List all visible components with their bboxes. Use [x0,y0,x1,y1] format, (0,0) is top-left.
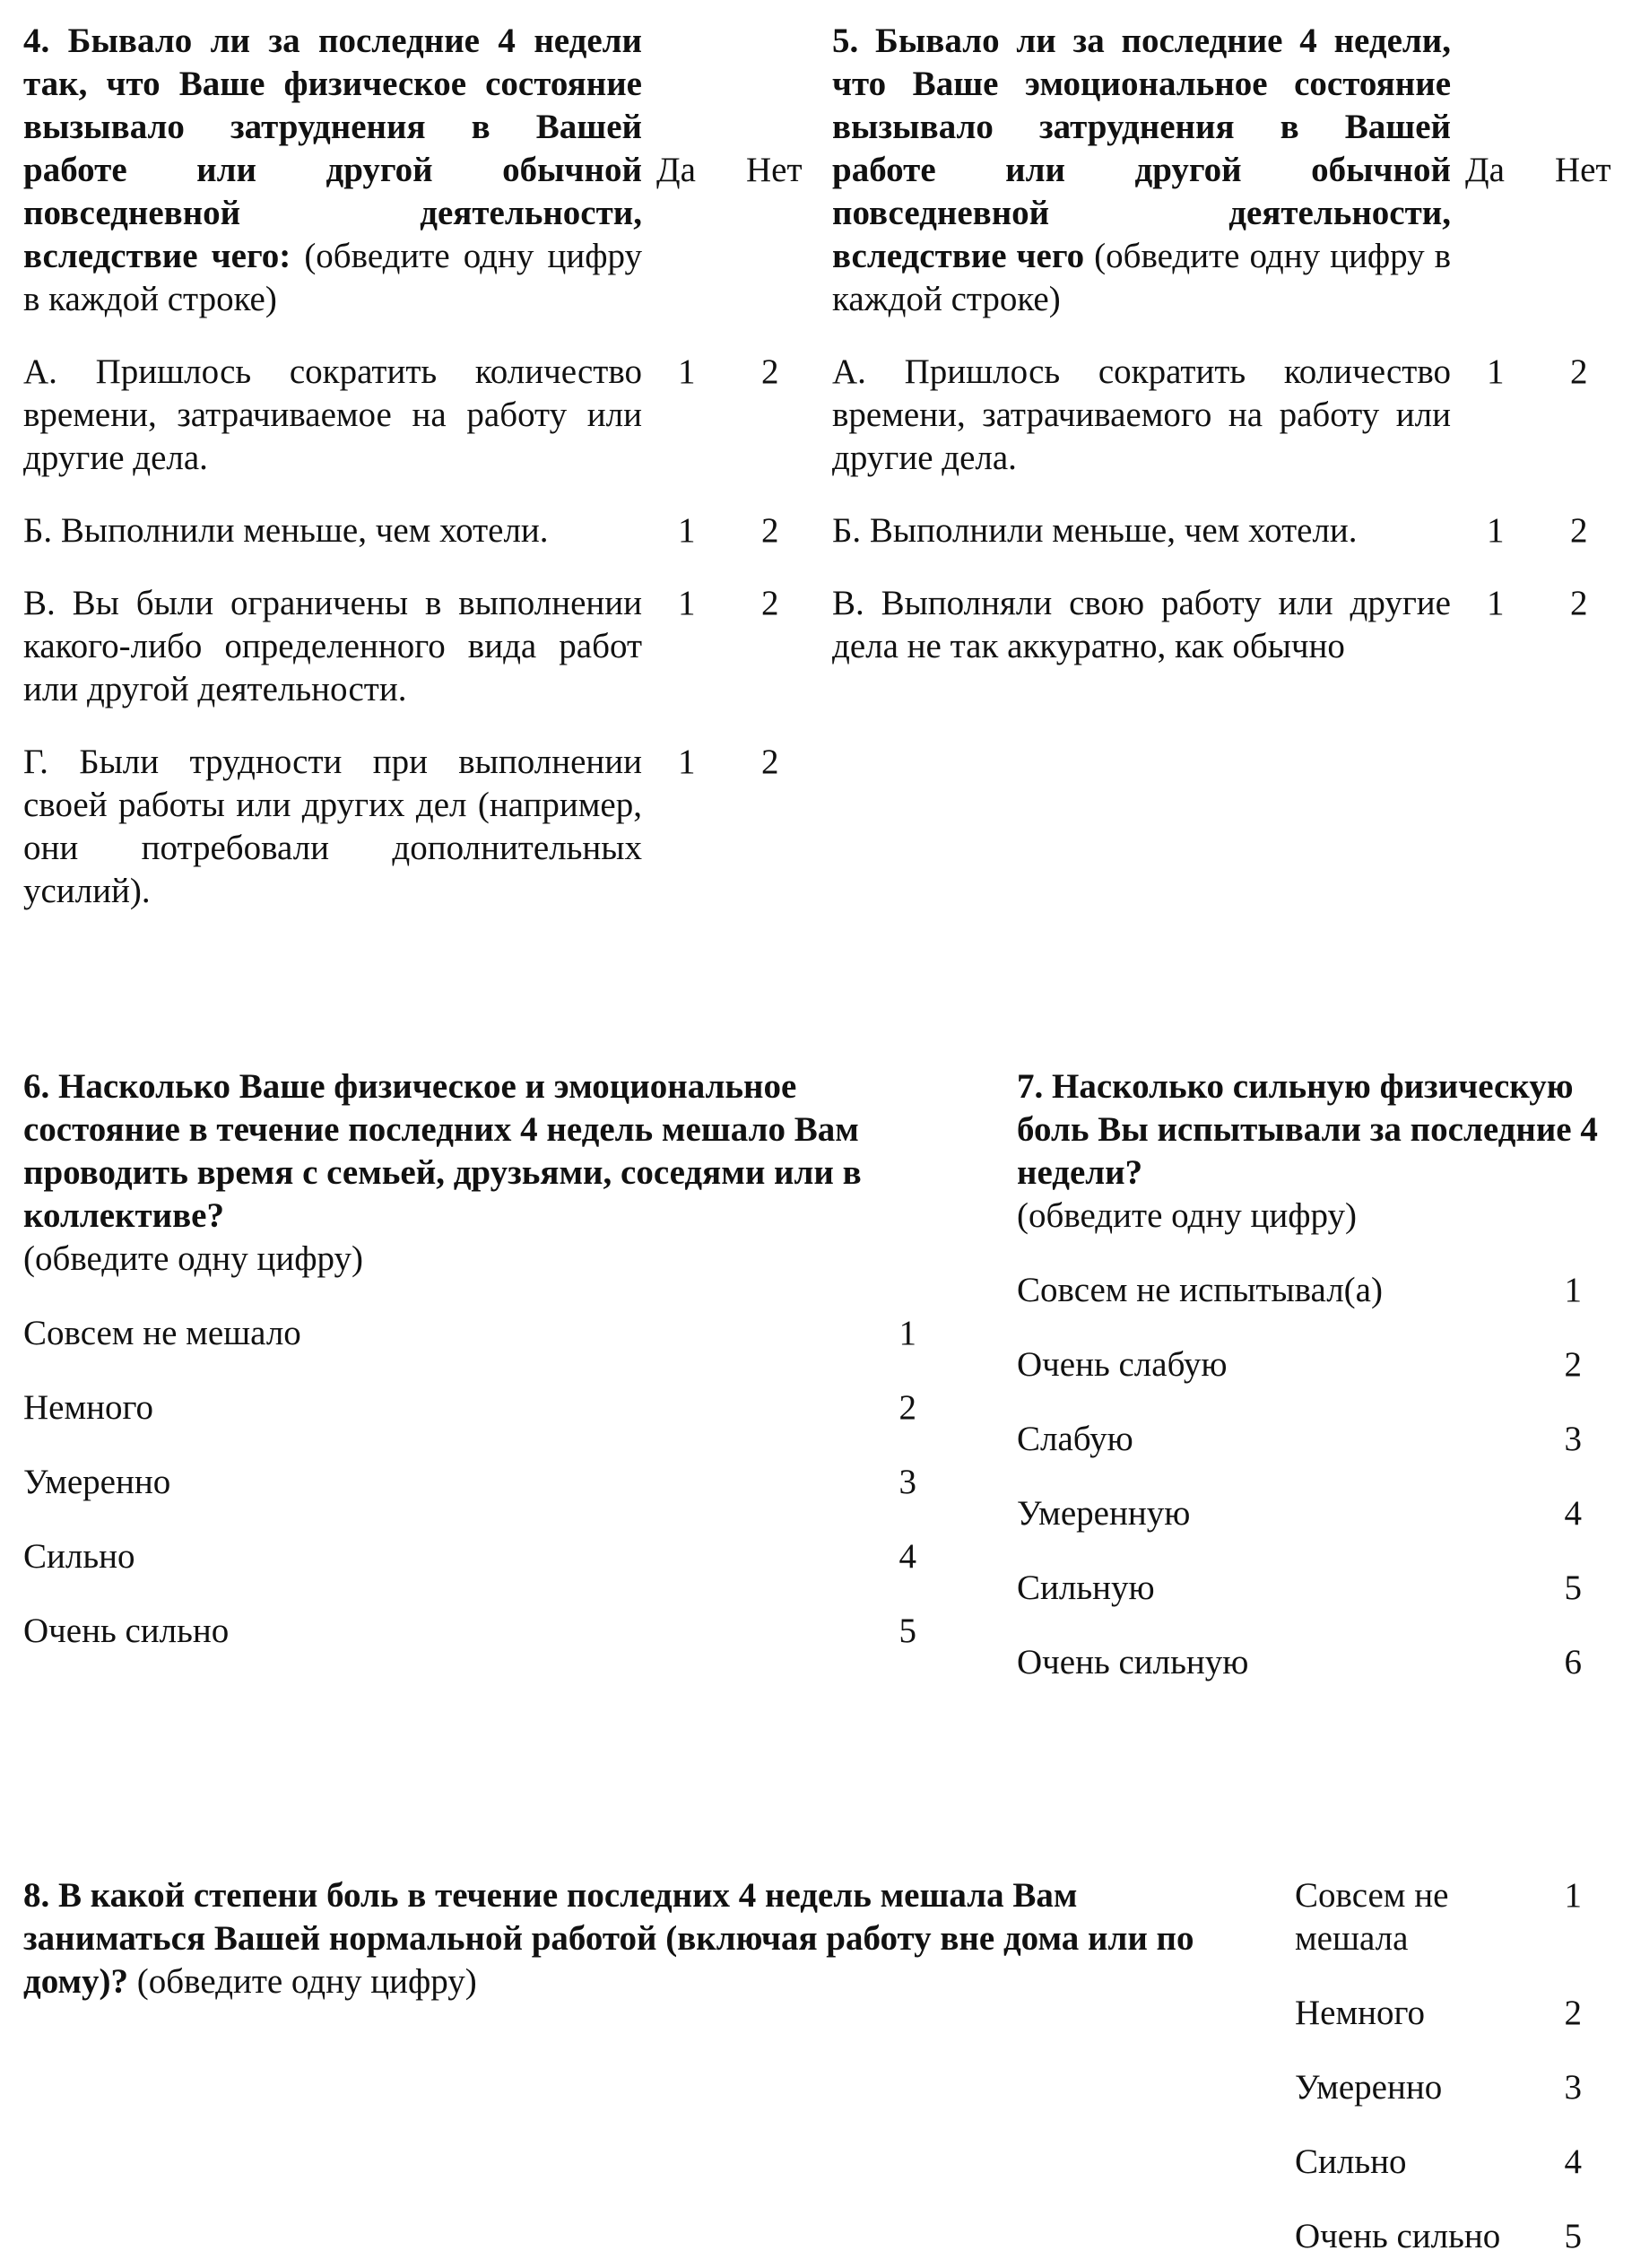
option-label: Очень сильно [23,1612,230,1650]
question-8-options [1295,1874,1600,2258]
question-5-yes-header: Да [1465,151,1505,189]
answer-yes-option[interactable]: 1 [678,511,696,550]
option-label: Очень сильно [1295,2217,1501,2255]
question-5 [832,20,1632,668]
option-row[interactable] [1017,1567,1609,1610]
option-value[interactable]: 2 [1564,1345,1582,1384]
option-value[interactable]: 3 [1564,1420,1582,1458]
question-4-item-text: Б. Выполнили меньше, чем хотели. [23,511,549,550]
answer-no-option[interactable]: 2 [1570,352,1588,391]
question-4-item-c [23,582,839,711]
question-6-options [23,1312,929,1653]
option-row[interactable] [1295,2066,1600,2109]
question-4-header [23,20,839,321]
option-value[interactable]: 5 [898,1612,916,1650]
option-label: Умеренно [23,1463,171,1501]
question-5-answer-headers [1451,149,1632,192]
answer-no-option[interactable]: 2 [761,511,779,550]
question-7-instruction: (обведите одну цифру) [1017,1196,1357,1235]
option-value[interactable]: 5 [1564,1568,1582,1607]
answer-no-option[interactable]: 2 [761,743,779,781]
option-label: Немного [1295,1994,1426,2032]
option-value[interactable]: 4 [1564,2142,1582,2181]
question-5-instruction: (обведите одну цифру в каждой строке) [832,237,1451,318]
question-4-item-b [23,509,839,552]
answer-no-option[interactable]: 2 [1570,511,1588,550]
option-row[interactable] [23,1535,929,1578]
question-6-title [23,1065,929,1281]
option-row[interactable] [1295,2141,1600,2184]
option-row[interactable] [1017,1492,1609,1535]
option-label: Немного [23,1388,154,1427]
question-7 [1017,1065,1609,1684]
question-5-header [832,20,1632,321]
option-value[interactable]: 2 [1564,1994,1582,2032]
question-4 [23,20,839,913]
question-4-item-d [23,741,839,913]
answer-yes-option[interactable]: 1 [1487,584,1505,622]
question-5-item-text: А. Пришлось сократить количество времени, затрачиваемого на работу или другие дела. [832,352,1451,477]
answer-yes-option[interactable]: 1 [678,584,696,622]
option-label: Сильно [23,1537,135,1576]
question-6 [23,1065,929,1653]
question-5-item-text: В. Выполняли свою работу или другие дела не так аккуратно, как обычно [832,584,1451,665]
option-label: Умеренно [1295,2068,1443,2107]
option-row[interactable] [1295,1992,1600,2035]
answer-yes-option[interactable]: 1 [1487,511,1505,550]
answer-yes-option[interactable]: 1 [678,352,696,391]
option-value[interactable]: 1 [898,1314,916,1352]
option-value[interactable]: 3 [898,1463,916,1501]
answer-no-option[interactable]: 2 [1570,584,1588,622]
option-label: Слабую [1017,1420,1133,1458]
option-row[interactable] [23,1386,929,1429]
question-4-item-text: В. Вы были ограничены в выполнении какого-либо определенного вида работ или другой деятельности. [23,584,642,708]
question-4-instruction: (обведите одну цифру в каждой строке) [23,237,642,318]
option-row[interactable] [1017,1269,1609,1312]
option-value[interactable]: 2 [898,1388,916,1427]
option-value[interactable]: 4 [1564,1494,1582,1533]
question-6-title-text: 6. Насколько Ваше физическое и эмоциональное состояние в течение последних 4 недель мешало Вам проводить время с семьей, друзьями, соседями или в коллективе? [23,1067,862,1235]
question-8-title-text: 8. В какой степени боль в течение последних 4 недель мешала Вам заниматься Вашей нормальной работой (включая работу вне дома или по дому)? [23,1876,1194,2001]
question-4-item-a [23,351,839,480]
option-label: Умеренную [1017,1494,1191,1533]
question-4-title-text: 4. Бывало ли за последние 4 недели так, что Ваше физическое состояние вызывало затруднения в Вашей работе или другой обычной повседневной деятельности, вследствие чего: [23,22,642,275]
option-label: Очень слабую [1017,1345,1228,1384]
option-value[interactable]: 1 [1564,1271,1582,1309]
option-row[interactable] [1295,1874,1600,1960]
option-row[interactable] [1017,1343,1609,1386]
question-4-yes-header: Да [656,151,696,189]
option-value[interactable]: 6 [1564,1643,1582,1681]
option-row[interactable] [1295,2215,1600,2258]
option-label: Очень сильную [1017,1643,1249,1681]
answer-no-option[interactable]: 2 [761,584,779,622]
option-row[interactable] [23,1461,929,1504]
option-value[interactable]: 3 [1564,2068,1582,2107]
question-5-item-a [832,351,1632,480]
question-7-options [1017,1269,1609,1684]
answer-yes-option[interactable]: 1 [678,743,696,781]
option-row[interactable] [1017,1641,1609,1684]
option-label: Совсем не испытывал(а) [1017,1271,1383,1309]
question-5-item-b [832,509,1632,552]
question-4-answer-headers [642,149,839,192]
question-4-item-text: А. Пришлось сократить количество времени, затрачиваемое на работу или другие дела. [23,352,642,477]
option-row[interactable] [1017,1418,1609,1461]
option-value[interactable]: 1 [1564,1876,1582,1915]
option-row[interactable] [23,1312,929,1355]
option-label: Совсем не мешала [1295,1876,1449,1958]
question-6-instruction: (обведите одну цифру) [23,1239,363,1278]
question-5-item-c [832,582,1632,668]
question-7-title-text: 7. Насколько сильную физическую боль Вы испытывали за последние 4 недели? [1017,1067,1598,1192]
option-value[interactable]: 5 [1564,2217,1582,2255]
question-5-item-text: Б. Выполнили меньше, чем хотели. [832,511,1358,550]
question-4-title [23,20,642,321]
option-label: Сильно [1295,2142,1407,2181]
option-label: Совсем не мешало [23,1314,301,1352]
answer-no-option[interactable]: 2 [761,352,779,391]
question-8-instruction: (обведите одну цифру) [136,1962,477,2001]
question-5-no-header: Нет [1555,151,1611,189]
question-4-item-text: Г. Были трудности при выполнении своей работы или других дел (например, они потребовали дополнительных усилий). [23,743,642,910]
option-value[interactable]: 4 [898,1537,916,1576]
question-4-no-header: Нет [746,151,803,189]
answer-yes-option[interactable]: 1 [1487,352,1505,391]
option-label: Сильную [1017,1568,1155,1607]
question-5-title-text: 5. Бывало ли за последние 4 недели, что Ваше эмоциональное состояние вызывало затруднения в Вашей работе или другой обычной повседневной деятельности, вследствие чего [832,22,1451,275]
option-row[interactable] [23,1610,929,1653]
question-5-title [832,20,1451,321]
question-8 [23,1874,1252,2003]
question-7-title [1017,1065,1609,1238]
